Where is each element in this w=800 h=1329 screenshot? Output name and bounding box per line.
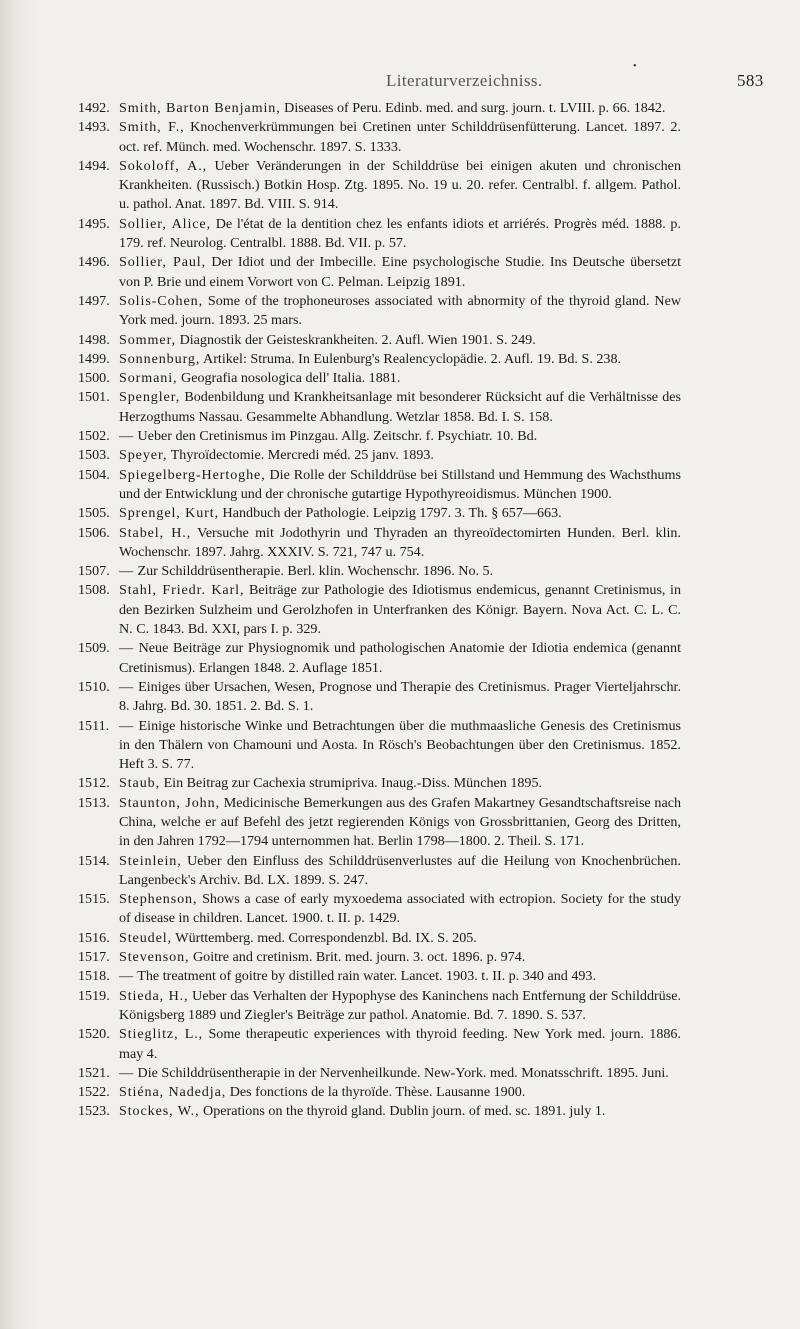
entry-number: 1520.	[78, 1026, 110, 1043]
entry-text: Goitre and cretinism. Brit. med. journ. 3. oct. 1896. p. 974.	[193, 949, 526, 966]
bibliography-entry	[0, 1064, 681, 1083]
entry-number: 1516.	[78, 929, 110, 946]
entry-number: 1521.	[78, 1064, 110, 1081]
bibliography-entry	[0, 794, 681, 852]
entry-author: Stiéna, Nadedja,	[119, 1084, 227, 1101]
entry-text: Württemberg. med. Correspondenzbl. Bd. IX. S. 205.	[175, 929, 477, 946]
bibliography-entry	[0, 1083, 681, 1102]
bibliography-entry	[0, 524, 681, 563]
entry-author: —	[119, 563, 134, 580]
entry-author: Sommer,	[119, 331, 177, 348]
entry-text: Knochenverkrümmungen bei Cretinen unter Schilddrüsenfütterung. Lancet. 1897. 2. oct. ref. Münch. med. Wochenschr. 1897. S. 1333.	[119, 119, 682, 155]
entry-author: Sonnenburg,	[119, 350, 201, 367]
entry-author: Stephenson,	[119, 891, 198, 908]
entry-author: Stahl, Friedr. Karl,	[119, 582, 245, 599]
entry-text: Artikel: Struma. In Eulenburg's Realencyclopädie. 2. Aufl. 19. Bd. S. 238.	[203, 350, 622, 367]
entry-number: 1519.	[78, 987, 110, 1004]
bibliography-entry	[0, 427, 681, 446]
entry-text: Die Rolle der Schilddrüse bei Stillstand und Hemmung des Wachsthums und der Entwicklung und der chronische gutartige Hypothyreoidismus. München 1900.	[119, 466, 682, 502]
entry-number: 1514.	[78, 852, 110, 869]
bibliography-entry	[0, 446, 681, 465]
bibliography-entry	[0, 1102, 681, 1121]
entry-author: Spengler,	[119, 389, 181, 406]
entry-text: Shows a case of early myxoedema associated with ectropion. Society for the study of disease in children. Lancet. 1900. t. II. p. 1429.	[119, 891, 681, 927]
entry-text: Ueber das Verhalten der Hypophyse des Kaninchens nach Entfernung der Schilddrüse. Königsberg 1889 und Ziegler's Beiträge zur pathol. Anatomie. Bd. 7. 1890. S. 537.	[119, 987, 681, 1023]
entry-number: 1506.	[78, 524, 110, 541]
entry-author: Smith, Barton Benjamin,	[119, 100, 281, 116]
entry-author: Stabel, H.,	[119, 524, 192, 541]
entry-author: Steinlein,	[119, 852, 182, 869]
entry-author: Staunton, John,	[119, 794, 221, 811]
entry-text: Des fonctions de la thyroïde. Thèse. Lausanne 1900.	[229, 1084, 526, 1101]
entry-author: Spiegelberg-Hertoghe,	[119, 466, 266, 483]
entry-number: 1498.	[78, 331, 110, 348]
entry-author: Stieglitz, L.,	[119, 1026, 204, 1043]
bibliography-entry	[0, 215, 681, 254]
entry-number: 1512.	[78, 775, 110, 792]
entry-text: The treatment of goitre by distilled rain water. Lancet. 1903. t. II. p. 340 and 493.	[137, 968, 596, 985]
entry-number: 1515.	[78, 891, 110, 908]
bibliography-entry	[0, 388, 681, 427]
bibliography-entry	[0, 948, 681, 967]
entry-text: Einiges über Ursachen, Wesen, Prognose und Therapie des Cretinismus. Prager Vierteljahrschr. 8. Jahrg. Bd. 30. 1851. 2. Bd. S. 1.	[119, 678, 681, 715]
bibliography-entry	[0, 890, 681, 929]
entry-author: Sollier, Alice,	[119, 215, 212, 232]
entry-number: 1505.	[78, 505, 110, 522]
entry-author: Sokoloff, A.,	[119, 157, 208, 174]
entry-number: 1508.	[78, 582, 110, 599]
entry-number: 1509.	[78, 640, 110, 657]
entry-number: 1510.	[78, 678, 110, 695]
bibliography-entry	[0, 99, 681, 118]
entry-text: Beiträge zur Pathologie des Idiotismus endemicus, genannt Cretinismus, in den Bezirken Sulzheim und Gerolzhofen in Unterfranken des Königr. Bayern. Nova Act. C. L. C. N. C. 1843. Bd. XXI, pars I. p. 329.	[119, 582, 682, 638]
entry-author: Stieda, H.,	[119, 987, 189, 1004]
bibliography-entry	[0, 639, 681, 678]
bibliography-entry	[0, 504, 681, 523]
entry-text: Thyroïdectomie. Mercredi méd. 25 janv. 1893.	[170, 447, 434, 464]
bibliography-entry	[0, 292, 681, 331]
entry-number: 1518.	[78, 968, 110, 985]
entry-author: Solis-Cohen,	[119, 292, 204, 309]
bibliography-entry	[0, 369, 681, 388]
entry-number: 1507.	[78, 563, 110, 580]
entry-text: Ueber den Einfluss des Schilddrüsenverlustes auf die Heilung von Knochenbrüchen. Langenbeck's Archiv. Bd. LX. 1899. S. 247.	[119, 852, 681, 888]
entry-author: —	[119, 640, 134, 657]
entry-author: —	[119, 1064, 134, 1081]
entry-text: Some therapeutic experiences with thyroid feeding. New York med. journ. 1886. may 4.	[119, 1026, 681, 1062]
entry-number: 1522.	[78, 1084, 110, 1101]
bibliography-entry	[0, 678, 681, 717]
entry-text: Handbuch der Pathologie. Leipzig 1797. 3. Th. § 657—663.	[222, 505, 562, 522]
entry-author: Stockes, W.,	[119, 1103, 200, 1120]
bibliography-list	[0, 99, 800, 1122]
entry-text: Geografia nosologica dell' Italia. 1881.	[181, 370, 401, 387]
bibliography-entry	[0, 331, 681, 350]
entry-text: Ein Beitrag zur Cachexia strumipriva. Inaug.-Diss. München 1895.	[163, 775, 543, 792]
entry-text: Medicinische Bemerkungen aus des Grafen Makartney Gesandtschaftsreise nach China, welche er auf Befehl des jetzt regierenden Königs von Grossbrittanien, Georg des Dritten, in den Jahren 1792—1794 unternommen hat. Berlin 1798—1800. 2. Theil. S. 171.	[119, 794, 682, 850]
entry-author: —	[119, 717, 134, 734]
bibliography-entry	[0, 466, 681, 505]
bibliography-entry	[0, 967, 681, 986]
entry-author: Speyer,	[119, 447, 168, 464]
entry-author: Sormani,	[119, 370, 178, 387]
entry-text: Die Schilddrüsentherapie in der Nervenheilkunde. New-York. med. Monatsschrift. 1895. Juni.	[137, 1064, 669, 1081]
entry-text: Diseases of Peru. Edinb. med. and surg. journ. t. LVIII. p. 66. 1842.	[284, 100, 666, 116]
running-head: Literaturverzeichniss.	[386, 71, 543, 90]
page-number: 583	[737, 71, 764, 90]
bibliography-entry	[0, 253, 681, 292]
entry-text: Bodenbildung und Krankheitsanlage mit besonderer Rücksicht auf die Verhältnisse des Herzogthums Nassau. Gesammelte Abhandlung. Wetzlar 1858. Bd. I. S. 158.	[119, 389, 682, 425]
entry-number: 1501.	[78, 389, 110, 406]
entry-author: Steudel,	[119, 929, 172, 946]
entry-number: 1495.	[78, 215, 110, 232]
entry-number: 1511.	[78, 717, 110, 734]
entry-number: 1500.	[78, 370, 110, 387]
entry-number: 1503.	[78, 447, 110, 464]
bibliography-entry	[0, 1025, 681, 1064]
entry-author: —	[119, 428, 134, 445]
entry-number: 1497.	[78, 292, 110, 309]
entry-number: 1502.	[78, 428, 110, 445]
bibliography-entry	[0, 350, 681, 369]
entry-number: 1499.	[78, 350, 110, 367]
entry-text: Diagnostik der Geisteskrankheiten. 2. Aufl. Wien 1901. S. 249.	[179, 331, 536, 348]
entry-number: 1523.	[78, 1103, 110, 1120]
entry-text: Some of the trophoneuroses associated with abnormity of the thyroid gland. New York med. journ. 1893. 25 mars.	[119, 292, 681, 329]
entry-text: Einige historische Winke und Betrachtungen über die muthmaasliche Genesis des Cretinismus in den Thälern von Chamouni und Aosta. In Rösch's Beobachtungen über den Cretinismus. 1852. Heft 3. S. 77.	[119, 717, 681, 773]
margin-mark: •	[633, 61, 637, 72]
entry-text: Der Idiot und der Imbecille. Eine psychologische Studie. Ins Deutsche übersetzt von P. Brie und einem Vorwort von C. Pelman. Leipzig 1891.	[119, 254, 681, 290]
entry-author: Stevenson,	[119, 949, 190, 966]
entry-number: 1494.	[78, 157, 110, 174]
entry-number: 1513.	[78, 794, 110, 811]
entry-number: 1493.	[78, 119, 110, 136]
bibliography-entry	[0, 118, 681, 157]
bibliography-entry	[0, 852, 681, 891]
bibliography-entry	[0, 562, 681, 581]
entry-text: Neue Beiträge zur Physiognomik und pathologischen Anatomie der Idiotia endemica (genannt Cretinismus). Erlangen 1848. 2. Auflage 1851.	[119, 640, 681, 676]
entry-number: 1517.	[78, 949, 110, 966]
entry-author: Sollier, Paul,	[119, 254, 207, 271]
entry-text: Ueber Veränderungen in der Schilddrüse bei einigen akuten und chronischen Krankheiten. (Russisch.) Botkin Hosp. Ztg. 1895. No. 19 u. 20. refer. Centralbl. f. allgem. Pathol. u. pathol. Anat. 1897. Bd. VIII. S. 914.	[119, 157, 681, 213]
entry-number: 1496.	[78, 254, 110, 271]
entry-author: —	[119, 968, 134, 985]
entry-number: 1492.	[78, 100, 110, 116]
entry-text: Versuche mit Jodothyrin und Thyraden an thyreoïdectomirten Hunden. Berl. klin. Wochenschr. 1897. Jahrg. XXXIV. S. 721, 747 u. 754.	[119, 524, 681, 560]
bibliography-entry	[0, 929, 681, 948]
entry-text: Zur Schilddrüsentherapie. Berl. klin. Wochenschr. 1896. No. 5.	[137, 563, 494, 580]
entry-text: Operations on the thyroid gland. Dublin journ. of med. sc. 1891. july 1.	[203, 1103, 606, 1120]
entry-author: Sprengel, Kurt,	[119, 505, 220, 522]
entry-text: Ueber den Cretinismus im Pinzgau. Allg. Zeitschr. f. Psychiatr. 10. Bd.	[137, 428, 538, 445]
bibliography-entry	[0, 774, 681, 793]
bibliography-entry	[0, 157, 681, 215]
entry-author: —	[119, 678, 134, 695]
entry-author: Staub,	[119, 775, 161, 792]
bibliography-entry	[0, 987, 681, 1026]
entry-author: Smith, F.,	[119, 119, 185, 136]
bibliography-entry	[0, 717, 681, 775]
bibliography-entry	[0, 581, 681, 639]
page-header	[0, 61, 800, 95]
entry-text: De l'état de la dentition chez les enfants idiots et arriérés. Progrès méd. 1888. p. 179. ref. Neurolog. Centralbl. 1888. Bd. VII. p. 57.	[119, 215, 681, 252]
entry-number: 1504.	[78, 466, 110, 483]
